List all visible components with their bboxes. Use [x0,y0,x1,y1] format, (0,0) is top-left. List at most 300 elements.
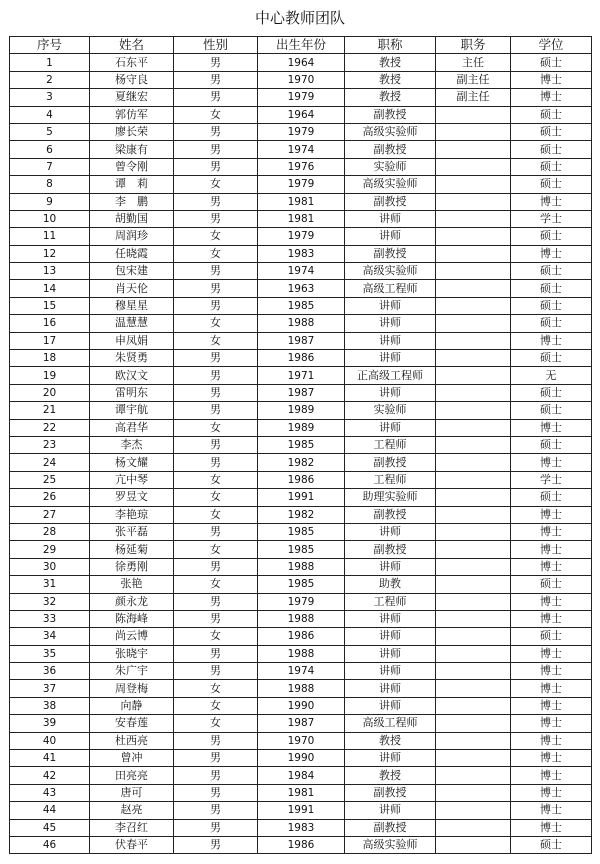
cell-title: 讲师 [345,332,436,349]
cell-name: 张平磊 [90,523,174,540]
cell-index: 20 [10,384,90,401]
cell-name: 周登梅 [90,680,174,697]
cell-degree: 博士 [511,593,592,610]
cell-name: 胡勤国 [90,210,174,227]
cell-name: 张艳 [90,576,174,593]
cell-name: 任晓霞 [90,245,174,262]
cell-degree: 博士 [511,767,592,784]
cell-position [436,663,511,680]
table-header-row [10,37,592,54]
cell-gender: 男 [174,141,258,158]
cell-gender: 男 [174,123,258,140]
cell-index: 37 [10,680,90,697]
cell-title: 副教授 [345,541,436,558]
cell-birth-year: 1987 [258,332,345,349]
cell-name: 曾令刚 [90,158,174,175]
cell-birth-year: 1964 [258,54,345,71]
cell-degree: 硕士 [511,489,592,506]
cell-index: 14 [10,280,90,297]
cell-name: 杨文耀 [90,454,174,471]
cell-position [436,697,511,714]
cell-title: 讲师 [345,315,436,332]
cell-title: 讲师 [345,697,436,714]
table-row [10,245,592,262]
cell-index: 25 [10,471,90,488]
cell-degree: 博士 [511,71,592,88]
cell-name: 徐勇刚 [90,558,174,575]
cell-title: 助理实验师 [345,489,436,506]
cell-birth-year: 1988 [258,680,345,697]
cell-birth-year: 1974 [258,141,345,158]
cell-position [436,367,511,384]
table-row [10,802,592,819]
cell-name: 张晓宇 [90,645,174,662]
cell-name: 李杰 [90,436,174,453]
cell-name: 温慧慧 [90,315,174,332]
cell-position [436,454,511,471]
cell-degree: 博士 [511,680,592,697]
cell-position [436,471,511,488]
cell-name: 李召红 [90,819,174,836]
cell-title: 讲师 [345,384,436,401]
table-row [10,297,592,314]
cell-degree: 硕士 [511,628,592,645]
table-row [10,697,592,714]
cell-position [436,819,511,836]
cell-gender: 男 [174,750,258,767]
cell-birth-year: 1985 [258,541,345,558]
cell-birth-year: 1989 [258,419,345,436]
table-row [10,402,592,419]
cell-position [436,263,511,280]
cell-degree: 博士 [511,332,592,349]
cell-position: 副主任 [436,89,511,106]
cell-name: 颜永龙 [90,593,174,610]
cell-gender: 男 [174,558,258,575]
cell-gender: 男 [174,402,258,419]
cell-position [436,541,511,558]
cell-title: 副教授 [345,784,436,801]
cell-title: 工程师 [345,593,436,610]
cell-position [436,645,511,662]
cell-birth-year: 1987 [258,384,345,401]
table-row [10,332,592,349]
table-row [10,158,592,175]
cell-index: 6 [10,141,90,158]
cell-name: 朱广宇 [90,663,174,680]
cell-title: 副教授 [345,819,436,836]
table-row [10,489,592,506]
cell-gender: 男 [174,367,258,384]
cell-position [436,750,511,767]
cell-index: 45 [10,819,90,836]
cell-gender: 女 [174,419,258,436]
cell-position [436,280,511,297]
cell-birth-year: 1991 [258,802,345,819]
cell-birth-year: 1963 [258,280,345,297]
cell-index: 27 [10,506,90,523]
cell-name: 安春莲 [90,715,174,732]
cell-index: 39 [10,715,90,732]
cell-gender: 女 [174,332,258,349]
cell-index: 44 [10,802,90,819]
cell-birth-year: 1984 [258,767,345,784]
cell-gender: 男 [174,732,258,749]
cell-birth-year: 1986 [258,628,345,645]
cell-birth-year: 1981 [258,193,345,210]
cell-index: 16 [10,315,90,332]
cell-title: 讲师 [345,523,436,540]
cell-position [436,523,511,540]
cell-title: 讲师 [345,419,436,436]
cell-title: 讲师 [345,210,436,227]
cell-index: 40 [10,732,90,749]
table-row [10,663,592,680]
table-row [10,228,592,245]
table-row [10,715,592,732]
cell-index: 43 [10,784,90,801]
table-row [10,71,592,88]
cell-name: 唐可 [90,784,174,801]
cell-birth-year: 1971 [258,367,345,384]
table-row [10,836,592,853]
cell-degree: 博士 [511,506,592,523]
cell-birth-year: 1964 [258,106,345,123]
cell-position [436,419,511,436]
cell-birth-year: 1982 [258,506,345,523]
table-row [10,819,592,836]
cell-gender: 男 [174,71,258,88]
cell-name: 穆星星 [90,297,174,314]
table-row [10,767,592,784]
cell-title: 副教授 [345,506,436,523]
cell-gender: 男 [174,280,258,297]
cell-position [436,802,511,819]
cell-position [436,836,511,853]
cell-gender: 男 [174,210,258,227]
cell-title: 副教授 [345,141,436,158]
table-row [10,628,592,645]
cell-degree: 博士 [511,558,592,575]
cell-birth-year: 1974 [258,663,345,680]
cell-gender: 男 [174,54,258,71]
column-header-name: 姓名 [90,37,174,54]
cell-index: 11 [10,228,90,245]
cell-degree: 硕士 [511,402,592,419]
column-header-birth-year: 出生年份 [258,37,345,54]
cell-birth-year: 1970 [258,732,345,749]
cell-birth-year: 1991 [258,489,345,506]
cell-index: 42 [10,767,90,784]
cell-position [436,767,511,784]
cell-title: 讲师 [345,558,436,575]
table-row [10,89,592,106]
cell-birth-year: 1979 [258,228,345,245]
table-row [10,784,592,801]
table-row [10,384,592,401]
cell-index: 5 [10,123,90,140]
cell-birth-year: 1983 [258,819,345,836]
cell-position [436,628,511,645]
cell-position [436,680,511,697]
table-row [10,558,592,575]
cell-title: 正高级工程师 [345,367,436,384]
cell-degree: 博士 [511,610,592,627]
cell-gender: 女 [174,506,258,523]
table-row [10,367,592,384]
cell-index: 3 [10,89,90,106]
cell-birth-year: 1985 [258,523,345,540]
cell-index: 22 [10,419,90,436]
cell-gender: 男 [174,297,258,314]
cell-index: 23 [10,436,90,453]
cell-name: 谭宇航 [90,402,174,419]
cell-name: 向静 [90,697,174,714]
cell-degree: 硕士 [511,836,592,853]
cell-birth-year: 1986 [258,471,345,488]
cell-name: 亢中琴 [90,471,174,488]
cell-degree: 博士 [511,245,592,262]
cell-title: 实验师 [345,402,436,419]
cell-index: 7 [10,158,90,175]
cell-degree: 硕士 [511,228,592,245]
cell-birth-year: 1981 [258,784,345,801]
cell-name: 周润珍 [90,228,174,245]
cell-position [436,210,511,227]
table-row [10,123,592,140]
column-header-position: 职务 [436,37,511,54]
cell-degree: 博士 [511,802,592,819]
cell-gender: 女 [174,106,258,123]
cell-position [436,610,511,627]
cell-gender: 女 [174,680,258,697]
cell-title: 高级实验师 [345,836,436,853]
cell-gender: 男 [174,263,258,280]
cell-degree: 硕士 [511,141,592,158]
cell-gender: 男 [174,819,258,836]
cell-position [436,158,511,175]
cell-position [436,576,511,593]
cell-position: 主任 [436,54,511,71]
cell-name: 伏春平 [90,836,174,853]
cell-title: 高级工程师 [345,280,436,297]
cell-index: 10 [10,210,90,227]
cell-index: 4 [10,106,90,123]
cell-birth-year: 1990 [258,750,345,767]
cell-degree: 博士 [511,750,592,767]
cell-index: 36 [10,663,90,680]
table-row [10,454,592,471]
cell-index: 41 [10,750,90,767]
cell-degree: 博士 [511,645,592,662]
column-header-gender: 性别 [174,37,258,54]
cell-position [436,176,511,193]
cell-name: 申凤娟 [90,332,174,349]
cell-gender: 女 [174,471,258,488]
cell-position [436,297,511,314]
cell-degree: 学士 [511,210,592,227]
cell-name: 雷明东 [90,384,174,401]
cell-title: 讲师 [345,228,436,245]
cell-degree: 博士 [511,454,592,471]
table-row [10,593,592,610]
cell-gender: 男 [174,523,258,540]
cell-gender: 男 [174,384,258,401]
cell-position [436,123,511,140]
cell-title: 讲师 [345,297,436,314]
cell-index: 13 [10,263,90,280]
cell-gender: 男 [174,610,258,627]
cell-name: 石东平 [90,54,174,71]
cell-index: 15 [10,297,90,314]
cell-title: 副教授 [345,193,436,210]
cell-index: 9 [10,193,90,210]
cell-birth-year: 1985 [258,436,345,453]
table-row [10,210,592,227]
cell-degree: 博士 [511,663,592,680]
cell-degree: 硕士 [511,123,592,140]
cell-index: 19 [10,367,90,384]
cell-birth-year: 1974 [258,263,345,280]
cell-index: 34 [10,628,90,645]
cell-title: 讲师 [345,680,436,697]
cell-degree: 博士 [511,89,592,106]
cell-title: 副教授 [345,245,436,262]
cell-name: 田亮亮 [90,767,174,784]
cell-name: 欧汉文 [90,367,174,384]
cell-index: 26 [10,489,90,506]
cell-gender: 男 [174,89,258,106]
cell-position [436,558,511,575]
cell-name: 李艳琼 [90,506,174,523]
cell-degree: 硕士 [511,54,592,71]
cell-gender: 女 [174,176,258,193]
page-title: 中心教师团队 [254,9,345,27]
cell-title: 实验师 [345,158,436,175]
table-row [10,506,592,523]
table-row [10,750,592,767]
cell-name: 朱贤勇 [90,350,174,367]
cell-title: 高级实验师 [345,263,436,280]
cell-degree: 硕士 [511,280,592,297]
cell-gender: 男 [174,454,258,471]
table-row [10,141,592,158]
table-row [10,610,592,627]
cell-title: 高级工程师 [345,715,436,732]
cell-index: 38 [10,697,90,714]
cell-degree: 硕士 [511,158,592,175]
cell-name: 廖长荣 [90,123,174,140]
cell-title: 讲师 [345,610,436,627]
cell-name: 尚云博 [90,628,174,645]
cell-gender: 男 [174,836,258,853]
cell-index: 2 [10,71,90,88]
cell-index: 12 [10,245,90,262]
table-row [10,523,592,540]
cell-birth-year: 1987 [258,715,345,732]
cell-gender: 女 [174,228,258,245]
cell-title: 工程师 [345,471,436,488]
cell-name: 夏继宏 [90,89,174,106]
cell-name: 梁康有 [90,141,174,158]
table-row [10,541,592,558]
cell-degree: 博士 [511,541,592,558]
cell-index: 8 [10,176,90,193]
cell-title: 副教授 [345,106,436,123]
table-row [10,106,592,123]
column-header-degree: 学位 [511,37,592,54]
cell-birth-year: 1981 [258,210,345,227]
cell-degree: 学士 [511,471,592,488]
cell-position [436,384,511,401]
cell-degree: 硕士 [511,350,592,367]
cell-name: 高君华 [90,419,174,436]
cell-title: 副教授 [345,454,436,471]
table-row [10,680,592,697]
cell-gender: 男 [174,767,258,784]
cell-gender: 男 [174,436,258,453]
cell-title: 教授 [345,54,436,71]
table-row [10,645,592,662]
table-row [10,263,592,280]
cell-name: 陈海峰 [90,610,174,627]
table-row [10,576,592,593]
cell-position [436,141,511,158]
cell-degree: 硕士 [511,315,592,332]
cell-gender: 男 [174,784,258,801]
cell-position [436,245,511,262]
cell-position [436,715,511,732]
table-row [10,436,592,453]
cell-degree: 博士 [511,523,592,540]
cell-degree: 博士 [511,819,592,836]
cell-birth-year: 1988 [258,558,345,575]
table-row [10,419,592,436]
cell-birth-year: 1988 [258,645,345,662]
cell-name: 杜西亮 [90,732,174,749]
table-row [10,280,592,297]
cell-gender: 男 [174,663,258,680]
cell-birth-year: 1979 [258,123,345,140]
cell-degree: 硕士 [511,576,592,593]
cell-birth-year: 1986 [258,836,345,853]
table-row [10,176,592,193]
cell-name: 杨守良 [90,71,174,88]
cell-birth-year: 1988 [258,610,345,627]
cell-title: 工程师 [345,436,436,453]
cell-index: 28 [10,523,90,540]
cell-index: 17 [10,332,90,349]
cell-birth-year: 1976 [258,158,345,175]
table-row [10,732,592,749]
cell-birth-year: 1983 [258,245,345,262]
cell-gender: 女 [174,715,258,732]
cell-position [436,332,511,349]
cell-birth-year: 1979 [258,89,345,106]
cell-index: 1 [10,54,90,71]
cell-index: 46 [10,836,90,853]
cell-index: 30 [10,558,90,575]
cell-gender: 男 [174,645,258,662]
cell-degree: 硕士 [511,106,592,123]
cell-position [436,228,511,245]
column-header-index: 序号 [10,37,90,54]
cell-name: 杨延菊 [90,541,174,558]
cell-index: 32 [10,593,90,610]
table-row [10,54,592,71]
table-row [10,193,592,210]
cell-title: 讲师 [345,802,436,819]
